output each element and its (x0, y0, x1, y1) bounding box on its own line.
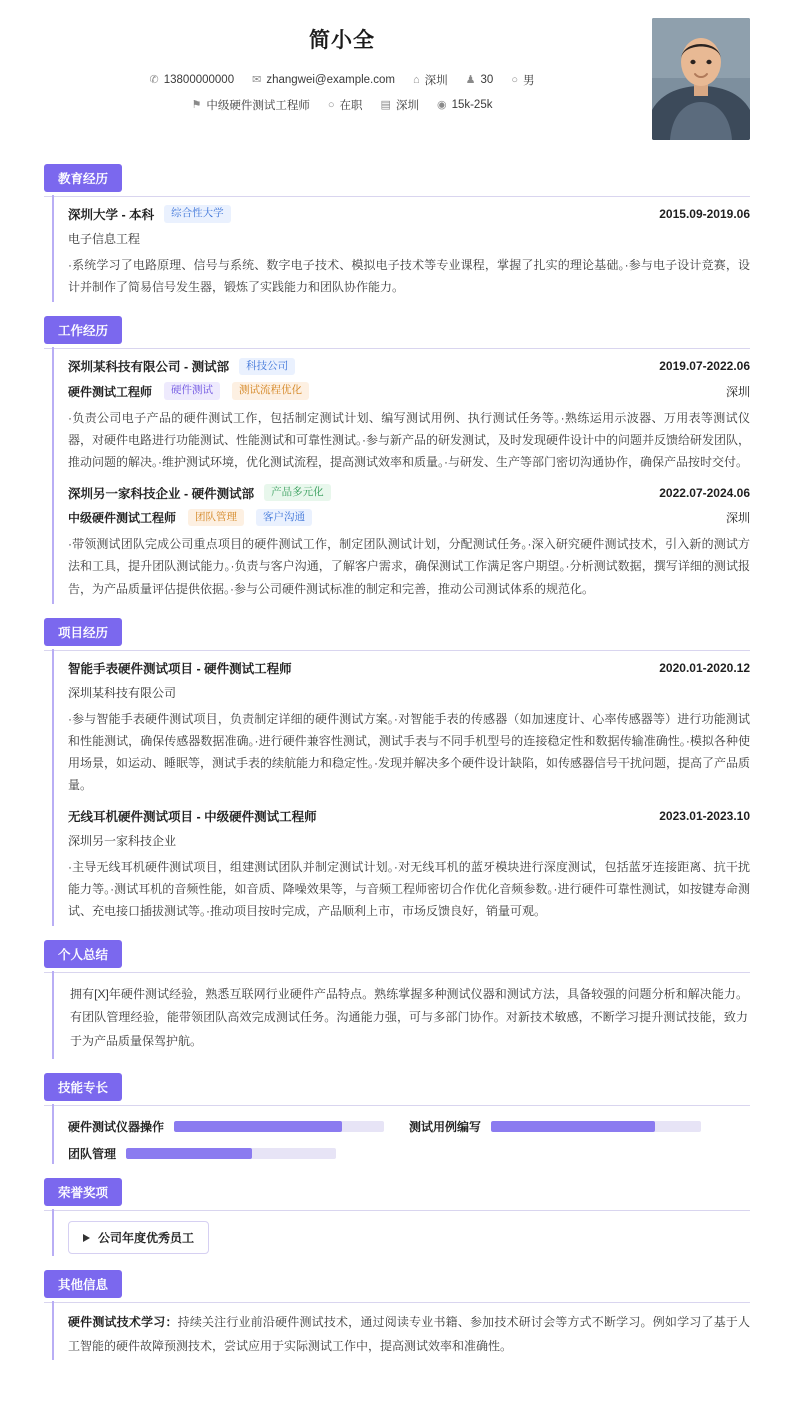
section-education-body (52, 195, 750, 302)
work-role-tag: 测试流程优化 (232, 382, 309, 400)
job-status-text: 在职 (339, 100, 363, 112)
job-location-text: 深圳 (395, 100, 419, 112)
project-desc: ·主导无线耳机硬件测试项目，组建测试团队并制定测试计划。·对无线耳机的蓝牙模块进行深度测试，包括蓝牙连接距离、抗干扰能力等。·测试耳机的音频性能，如音质、降噪效果等，与音频工程师密切合作优化音频参数。·进行硬件可靠性测试，如按键寿命测试、充电接口插拔测试等。·推动项目按时完成，产品顺利上市，市场反馈良好，销量可观。 (68, 859, 750, 918)
work-company (68, 357, 295, 375)
other-item (68, 1311, 750, 1358)
section-title-summary: 个人总结 (44, 940, 122, 968)
education-desc: ·系统学习了电路原理、信号与系统、数字电子技术、模拟电子技术等专业课程，掌握了扎实的理论基础。·参与电子设计竞赛，设计并制作了简易信号发生器，锻炼了实践能力和团队协作能力。 (68, 258, 750, 295)
project-title: 智能手表硬件测试项目 - 硬件测试工程师 (68, 661, 292, 676)
section-summary-header (44, 940, 750, 973)
education-major: 电子信息工程 (68, 232, 141, 246)
award-label: 公司年度优秀员工 (98, 1231, 195, 1246)
project-entry (68, 659, 750, 797)
status-badge: 科技公司 (239, 358, 295, 376)
section-summary (44, 940, 750, 1059)
section-skills-header (44, 1073, 750, 1106)
section-awards-header (44, 1178, 750, 1211)
other-body-text: 持续关注行业前沿硬件测试技术，通过阅读专业书籍、参加技术研讨会等方式不断学习。例如学习了基于人工智能的硬件故障预测技术，尝试应用于实际测试工作中，提高测试效率和准确性。 (68, 1315, 750, 1353)
skills-list (68, 1114, 750, 1162)
job-salary-meta (437, 99, 493, 111)
user-icon: ♟ (465, 73, 476, 86)
section-projects-header (44, 618, 750, 651)
resume-header (44, 18, 750, 150)
avatar-illustration (652, 18, 750, 140)
section-education-header (44, 164, 750, 197)
skill-bar-fill (126, 1148, 252, 1159)
page-title: 简小全 (309, 29, 375, 52)
section-others (44, 1270, 750, 1360)
skill-label: 团队管理 (68, 1147, 117, 1162)
project-desc: ·参与智能手表硬件测试项目，负责制定详细的硬件测试方案。·对智能手表的传感器（如加速度计、心率传感器等）进行功能测试和性能测试，确保传感器数据准确。·进行硬件兼容性测试，测试手表与不同手机型号的连接稳定性和数据传输准确性。·模拟各种使用场景，如运动、睡眠等，测试手表的续航能力和稳定性。·发现并解决多个硬件设计缺陷，如传感器信号干扰问题，提高了产品质量。 (68, 711, 751, 793)
contact-gender-text: 男 (522, 75, 535, 87)
education-school-text: 深圳大学 - 本科 (68, 208, 155, 222)
contact-email-text: zhangwei@example.com (266, 74, 395, 86)
section-work-header (44, 316, 750, 349)
section-summary-body (52, 971, 750, 1059)
contact-city (413, 72, 448, 88)
education-school (68, 205, 231, 223)
gender-icon: ○ (511, 73, 518, 86)
project-entry-row (68, 807, 750, 825)
contact-city-text: 深圳 (424, 75, 448, 87)
section-education (44, 164, 750, 302)
skill-item (68, 1145, 409, 1162)
contact-email (252, 74, 395, 86)
header-main (44, 18, 640, 122)
contact-row (44, 72, 640, 88)
section-title-education: 教育经历 (44, 164, 122, 192)
job-title-meta (192, 97, 310, 113)
other-label: 硬件测试技术学习： (68, 1315, 178, 1330)
skill-label: 硬件测试仪器操作 (68, 1120, 165, 1135)
work-entry (68, 357, 750, 473)
project-date: 2020.01-2020.12 (659, 660, 750, 675)
avatar (652, 18, 750, 140)
summary-text: 拥有[X]年硬件测试经验，熟悉互联网行业硬件产品特点。熟练掌握多种测试仪器和测试方法，具备较强的问题分析和解决能力。有团队管理经验，能带领团队高效完成测试任务。沟通能力强，可与多部门协作。对新技术敏感，不断学习提升测试技能，致力于为产品质量保驾护航。 (70, 987, 748, 1048)
contact-gender (511, 72, 534, 88)
work-role (68, 382, 309, 400)
section-work-body (52, 347, 750, 603)
work-city: 深圳 (725, 510, 750, 525)
skill-label: 测试用例编写 (409, 1120, 482, 1135)
work-role-text: 硬件测试工程师 (68, 384, 153, 399)
work-date: 2022.07-2024.06 (659, 485, 750, 500)
work-date: 2019.07-2022.06 (659, 359, 750, 374)
section-others-body (52, 1301, 750, 1360)
section-title-awards: 荣誉奖项 (44, 1178, 122, 1206)
contact-age-text: 30 (480, 74, 494, 86)
work-desc: ·负责公司电子产品的硬件测试工作，包括制定测试计划、编写测试用例、执行测试任务等。·熟练运用示波器、万用表等测试仪器，对硬件电路进行功能测试、性能测试和可靠性测试。·参与新产品的研发测试，及时发现硬件设计中的问题并反馈给研发团队，推动问题的解决。·维护测试环境，优化测试流程，提高测试效率和质量。·与研发、生产等部门密切沟通协作，确保产品按时交付。 (68, 411, 751, 470)
section-others-header (44, 1270, 750, 1303)
education-date: 2015.09-2019.06 (659, 207, 750, 221)
section-awards-body (52, 1209, 750, 1256)
work-role-text: 中级硬件测试工程师 (68, 510, 177, 525)
job-meta-row (44, 97, 640, 113)
education-entry-row (68, 205, 750, 223)
project-entry-row (68, 659, 750, 677)
work-role (68, 509, 312, 527)
job-status-meta (328, 97, 363, 113)
section-projects (44, 618, 750, 926)
status-badge: 产品多元化 (264, 484, 331, 502)
skill-bar (491, 1121, 701, 1132)
skill-bar (126, 1148, 336, 1159)
work-role-tag: 硬件测试 (164, 382, 220, 400)
work-entry (68, 484, 750, 600)
work-desc: ·带领测试团队完成公司重点项目的硬件测试工作，制定团队测试计划，分配测试任务。·深入研究硬件测试技术，引入新的测试方法和工具，提升团队测试能力。·负责与客户沟通，了解客户需求，确保测试工作满足客户期望。·分析测试数据，撰写详细的测试报告，为产品质量评估提供依据。·参与公司硬件测试标准的制定和完善，推动公司测试体系的规范化。 (68, 537, 750, 596)
work-entry-row (68, 357, 750, 375)
job-salary-text: 15k-25k (451, 99, 493, 111)
contact-phone (150, 74, 235, 86)
contact-phone-text: 13800000000 (163, 74, 235, 86)
skill-bar-fill (174, 1121, 342, 1132)
project-company: 深圳另一家科技企业 (68, 833, 177, 848)
project-entry (68, 807, 750, 923)
award-item[interactable] (68, 1221, 209, 1254)
status-icon: ○ (327, 98, 335, 111)
salary-icon: ◉ (436, 98, 447, 111)
section-skills (44, 1073, 750, 1164)
work-role-row (68, 509, 750, 527)
briefcase-icon: ⚑ (191, 98, 202, 111)
project-date: 2023.01-2023.10 (659, 808, 750, 823)
work-entry-row (68, 484, 750, 502)
section-title-projects: 项目经历 (44, 618, 122, 646)
location-icon: ▤ (380, 98, 391, 111)
play-triangle-icon (83, 1234, 90, 1242)
job-location-meta (381, 97, 419, 113)
work-city: 深圳 (725, 384, 750, 399)
skill-item (409, 1118, 750, 1135)
section-skills-body (52, 1104, 750, 1164)
work-role-tag: 团队管理 (188, 509, 244, 527)
work-role-tag: 客户沟通 (256, 509, 312, 527)
section-projects-body (52, 649, 750, 926)
project-company: 深圳某科技有限公司 (68, 685, 177, 700)
section-awards (44, 1178, 750, 1256)
skill-item (68, 1118, 409, 1135)
section-title-skills: 技能专长 (44, 1073, 122, 1101)
project-title: 无线耳机硬件测试项目 - 中级硬件测试工程师 (68, 809, 317, 824)
work-company-text: 深圳另一家科技企业 - 硬件测试部 (68, 486, 255, 501)
skill-bar-fill (491, 1121, 655, 1132)
education-entry (68, 205, 750, 298)
work-company (68, 484, 331, 502)
work-role-row (68, 382, 750, 400)
section-title-work: 工作经历 (44, 316, 122, 344)
contact-age (466, 74, 494, 86)
section-work (44, 316, 750, 603)
phone-icon: ✆ (149, 73, 159, 86)
other-text-wrap (68, 1311, 750, 1358)
status-badge: 综合性大学 (164, 205, 231, 223)
section-title-others: 其他信息 (44, 1270, 122, 1298)
skill-bar (174, 1121, 384, 1132)
work-company-text: 深圳某科技有限公司 - 测试部 (68, 360, 230, 375)
job-title-text: 中级硬件测试工程师 (206, 100, 310, 112)
home-icon: ⌂ (412, 73, 420, 86)
mail-icon: ✉ (252, 73, 262, 86)
